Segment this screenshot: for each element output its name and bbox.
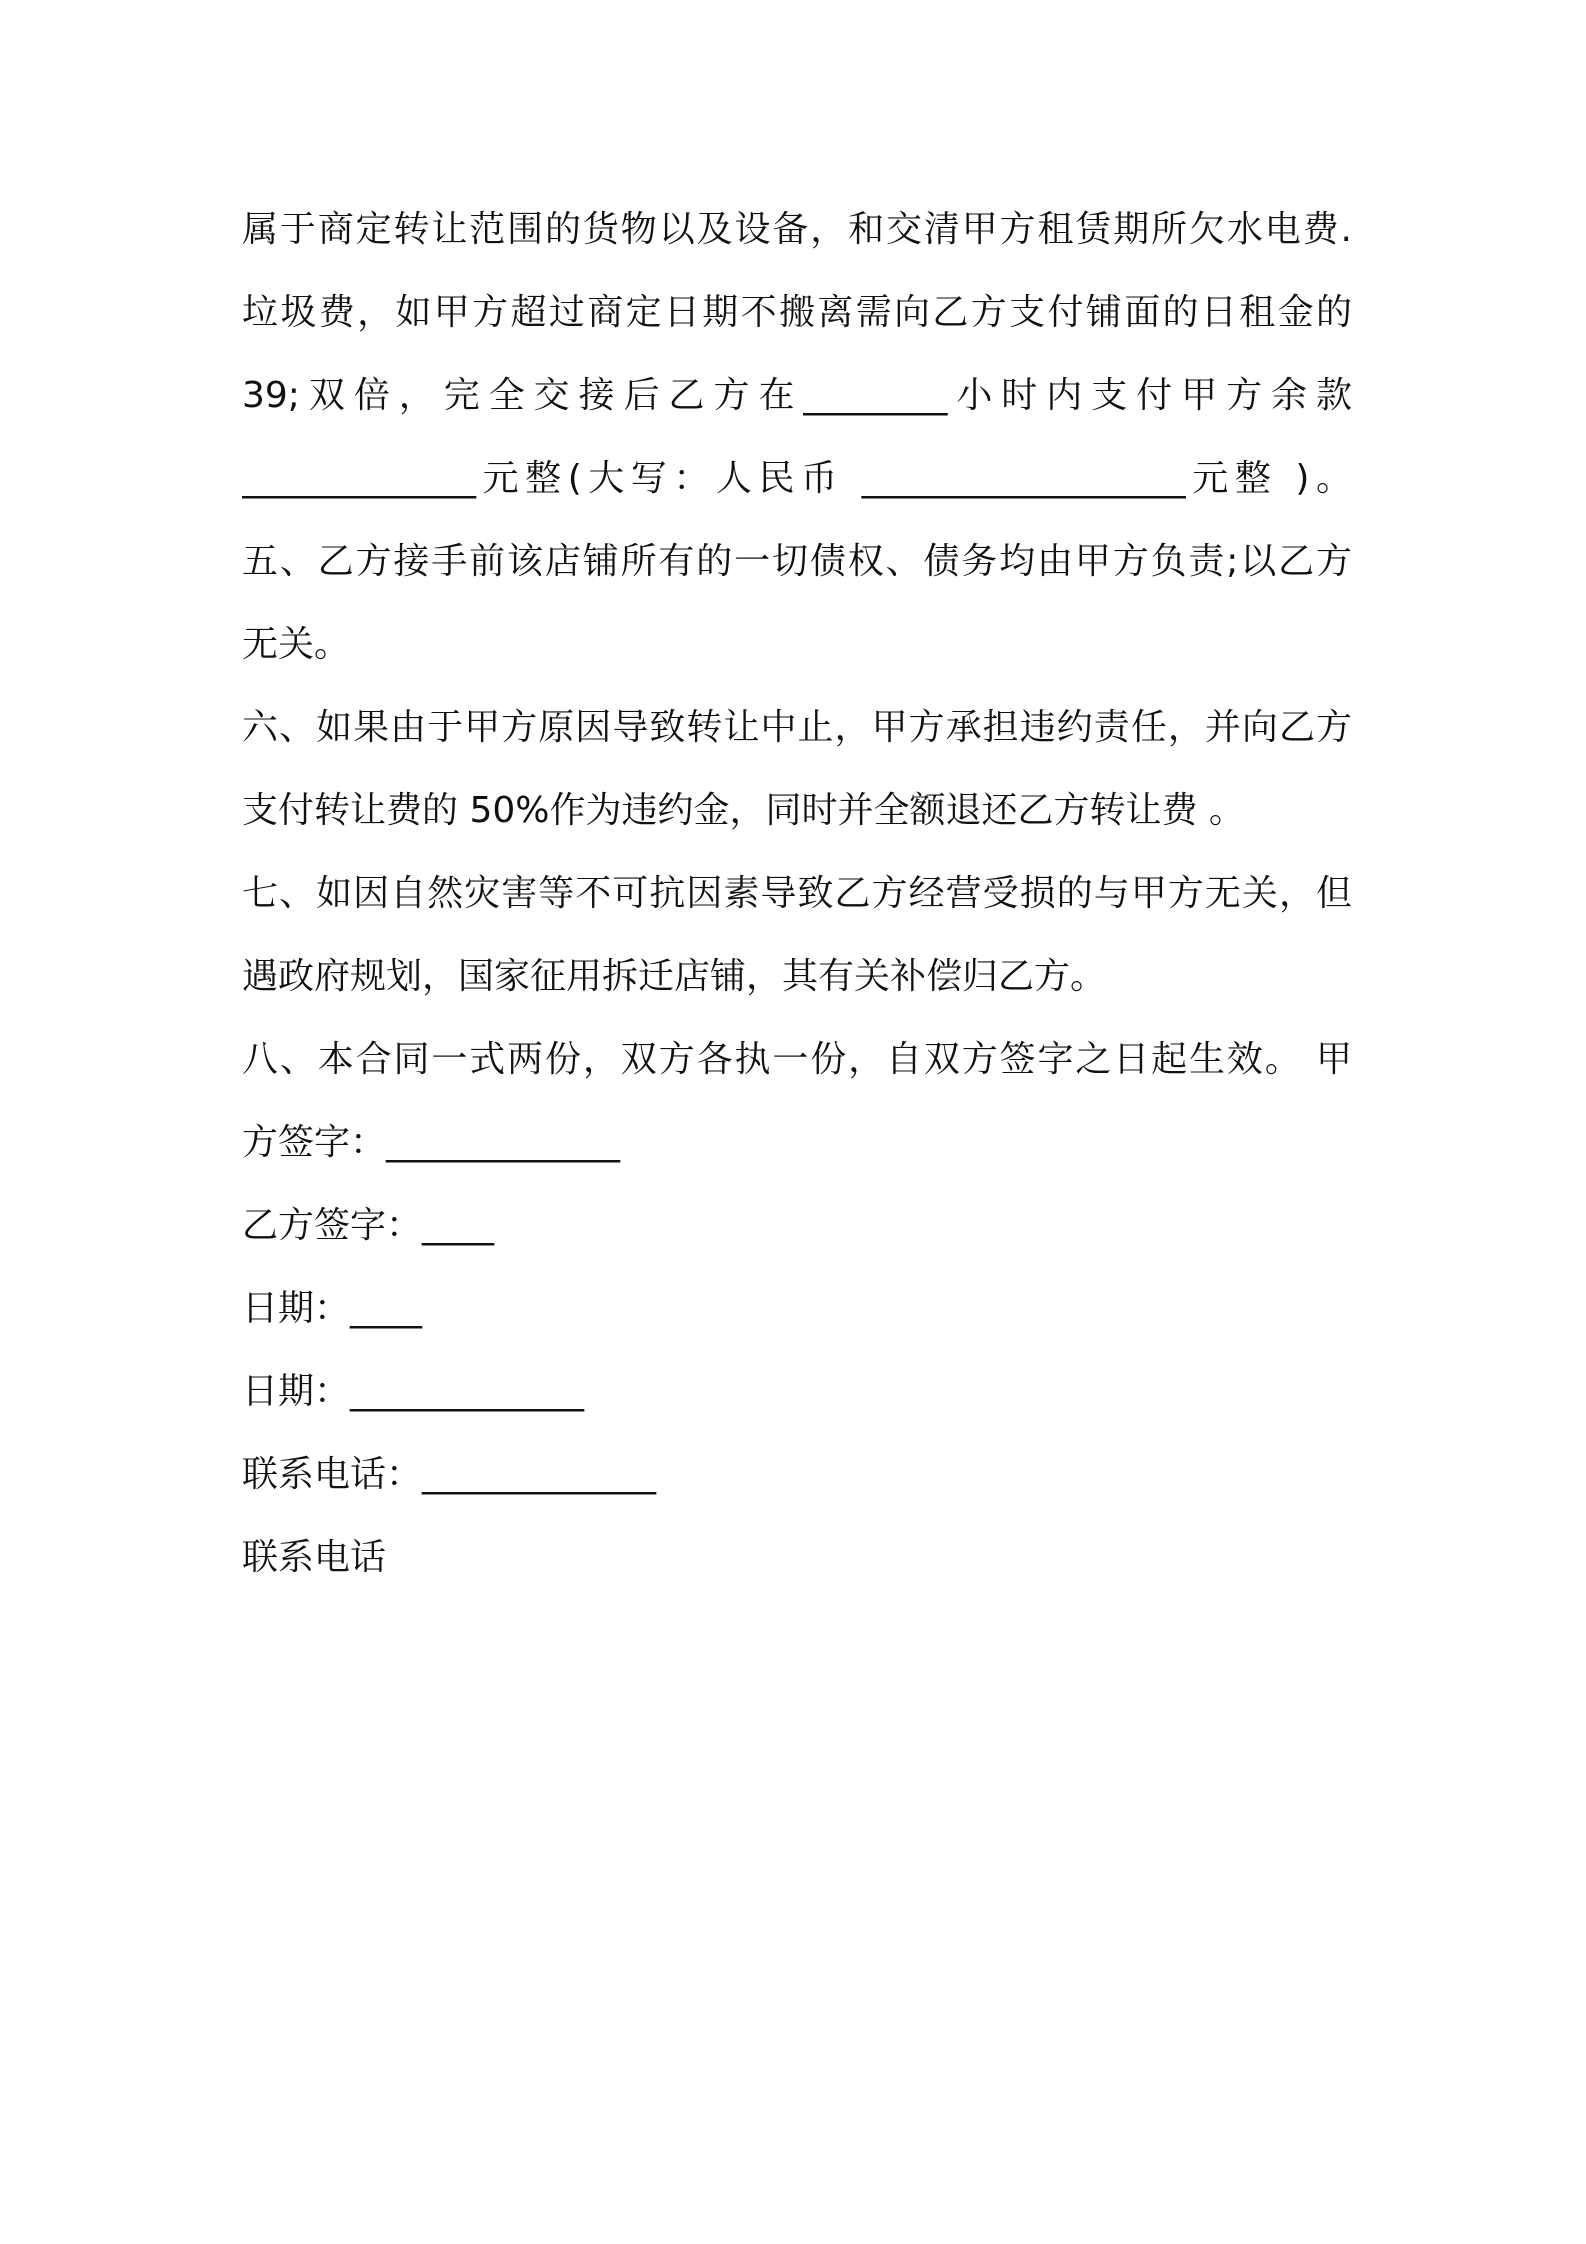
date-line: 日期：____ — [242, 1288, 423, 1329]
text-line: _____________元整(大写：人民币 __________________元整 )。 — [242, 458, 1352, 499]
phone-line: 联系电话：_____________ — [242, 1454, 657, 1495]
text-line: 属于商定转让范围的货物以及设备，和交清甲方租赁期所欠水电费. — [242, 209, 1352, 250]
text-line: 无关。 — [242, 624, 351, 665]
text-line: 八、本合同一式两份，双方各执一份，自双方签字之日起生效。 甲 — [242, 1039, 1352, 1080]
text-line: 七、如因自然灾害等不可抗因素导致乙方经营受损的与甲方无关，但 — [242, 873, 1352, 914]
date-line: 日期：_____________ — [242, 1371, 585, 1412]
signature-line-party-a: 方签字：_____________ — [242, 1122, 621, 1163]
text-line: 六、如果由于甲方原因导致转让中止，甲方承担违约责任，并向乙方 — [242, 707, 1352, 748]
text-line: 五、乙方接手前该店铺所有的一切债权、债务均由甲方负责;以乙方 — [242, 541, 1352, 582]
text-line: 39;双倍，完全交接后乙方在________小时内支付甲方余款 — [242, 375, 1352, 416]
phone-line: 联系电话 — [242, 1537, 387, 1578]
text-line: 支付转让费的 50%作为违约金，同时并全额退还乙方转让费 。 — [242, 790, 1245, 831]
text-line: 遇政府规划，国家征用拆迁店铺，其有关补偿归乙方。 — [242, 956, 1107, 997]
text-line: 垃圾费，如甲方超过商定日期不搬离需向乙方支付铺面的日租金的 — [242, 292, 1352, 333]
signature-line-party-b: 乙方签字：____ — [242, 1205, 495, 1246]
